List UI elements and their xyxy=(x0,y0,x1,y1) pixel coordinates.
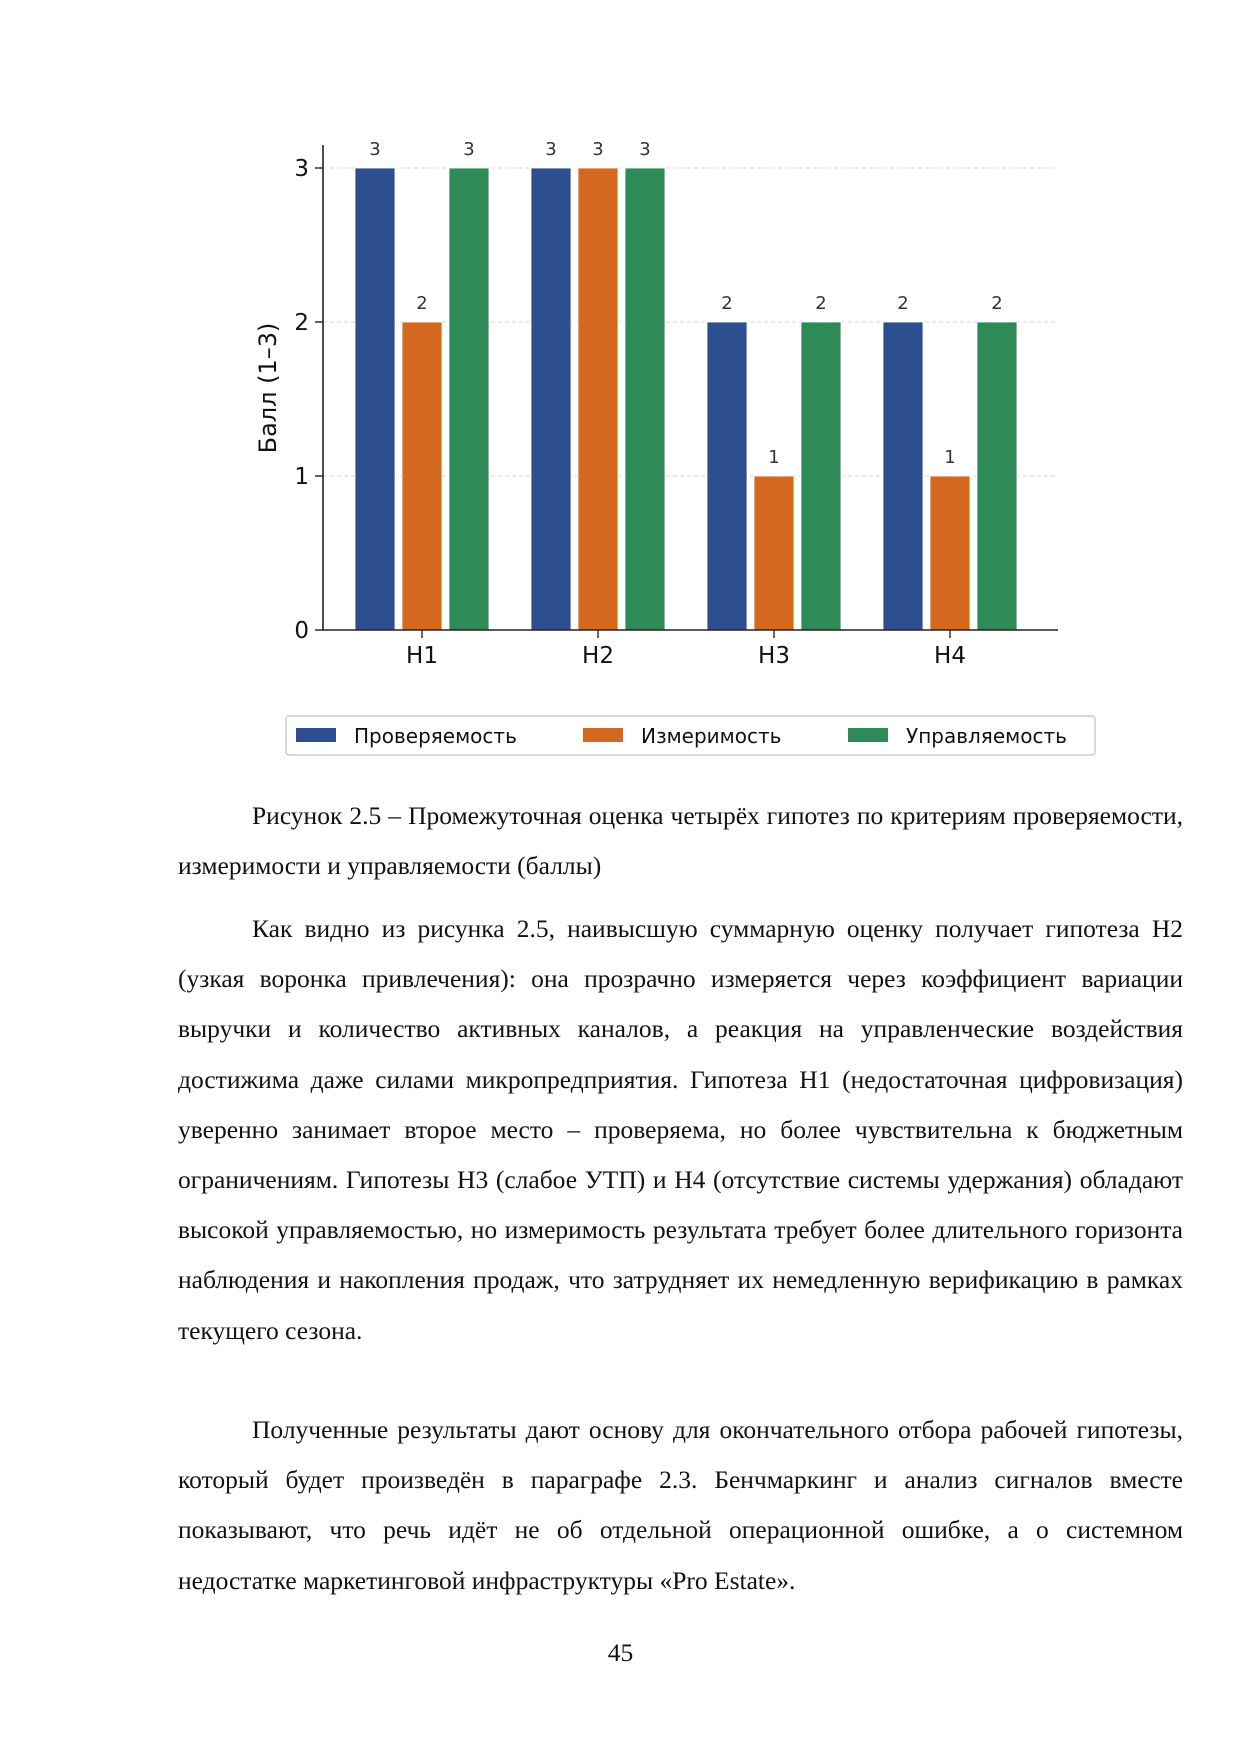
legend-swatch-series-1 xyxy=(296,728,336,742)
data-label-h1-series-1: 3 xyxy=(369,139,381,160)
data-label-h3-series-2: 1 xyxy=(768,447,780,468)
legend xyxy=(286,716,1095,755)
x-tick-label-h1: H1 xyxy=(406,643,438,669)
body-paragraph-2: Полученные результаты дают основу для окончательного отбора рабочей гипотезы, который будет произведён в параграфе 2.3. Бенчмаркинг и анализ сигналов вместе показывают, что речь идёт не об отдельной операционной ошибке, а о системном недостатке маркетинговой инфраструктуры «Pro Estate». xyxy=(178,1415,1183,1595)
body-paragraph-1: Как видно из рисунка 2.5, наивысшую суммарную оценку получает гипотеза H2 (узкая воронка привлечения): она прозрачно измеряется через коэффициент вариации выручки и количество активных каналов, а реакция на управленческие воздействия достижима даже силами микропредприятия. Гипотеза H1 (недостаточная цифровизация) уверенно занимает второе место – проверяема, но более чувствительна к бюджетным ограничениям. Гипотезы H3 (слабое УТП) и H4 (отсутствие системы удержания) обладают высокой управляемостью, но измеримость результата требует более длительного горизонта наблюдения и накопления продаж, что затрудняет их немедленную верификацию в рамках текущего сезона. xyxy=(178,914,1183,1345)
bar-h1-series-2 xyxy=(402,322,442,630)
bar-h3-series-3 xyxy=(801,322,841,630)
bar-h3-series-2 xyxy=(754,476,794,630)
data-label-h2-series-3: 3 xyxy=(639,139,651,160)
x-tick-label-h2: H2 xyxy=(582,643,614,669)
data-label-h2-series-1: 3 xyxy=(545,139,557,160)
data-label-h4-series-1: 2 xyxy=(897,293,909,314)
legend-swatch-series-2 xyxy=(583,728,623,742)
data-label-h2-series-2: 3 xyxy=(592,139,604,160)
bar-h1-series-3 xyxy=(449,168,489,630)
legend-label-series-3: Управляемость xyxy=(906,724,1067,748)
x-tick-label-h3: H3 xyxy=(758,643,790,669)
x-ticks-group xyxy=(406,630,966,669)
data-label-h4-series-3: 2 xyxy=(991,293,1003,314)
bar-h4-series-2 xyxy=(930,476,970,630)
bar-chart xyxy=(0,0,1241,780)
bar-h2-series-2 xyxy=(578,168,618,630)
data-label-h3-series-3: 2 xyxy=(815,293,827,314)
bar-h1-series-1 xyxy=(355,168,395,630)
data-label-h3-series-1: 2 xyxy=(721,293,733,314)
y-axis-label: Балл (1–3) xyxy=(254,322,282,454)
y-ticks-group xyxy=(294,156,323,644)
legend-label-series-2: Измеримость xyxy=(641,724,782,748)
bar-h4-series-3 xyxy=(977,322,1017,630)
bar-h3-series-1 xyxy=(707,322,747,630)
data-label-h1-series-2: 2 xyxy=(416,293,428,314)
bar-h2-series-1 xyxy=(531,168,571,630)
y-tick-label-1: 1 xyxy=(294,464,309,490)
bars-group xyxy=(355,168,1017,630)
y-tick-label-3: 3 xyxy=(294,156,309,182)
y-tick-label-2: 2 xyxy=(294,310,309,336)
y-tick-label-0: 0 xyxy=(294,618,309,644)
bar-h4-series-1 xyxy=(883,322,923,630)
legend-label-series-1: Проверяемость xyxy=(354,724,517,748)
page-number: 45 xyxy=(607,1638,634,1667)
legend-swatch-series-3 xyxy=(848,728,888,742)
x-tick-label-h4: H4 xyxy=(934,643,966,669)
data-label-h4-series-2: 1 xyxy=(944,447,956,468)
bar-h2-series-3 xyxy=(625,168,665,630)
figure-caption: Рисунок 2.5 – Промежуточная оценка четырёх гипотез по критериям проверяемости, измеримости и управляемости (баллы) xyxy=(178,801,1183,881)
data-label-h1-series-3: 3 xyxy=(463,139,475,160)
